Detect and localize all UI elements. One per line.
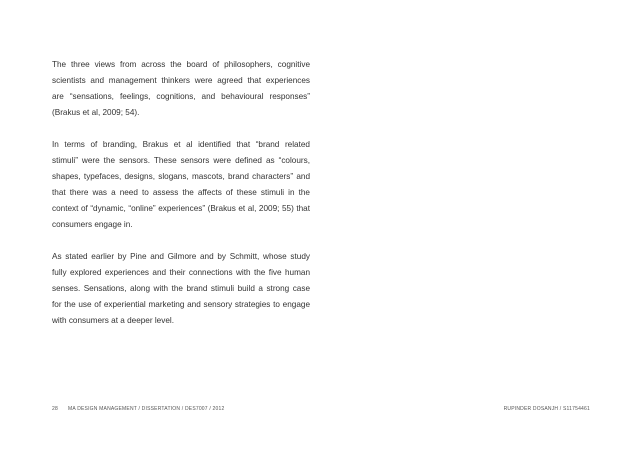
text-line: (Brakus et al, 2009; 54). xyxy=(52,108,140,117)
text-line: fully explored experiences and their connections with the five human xyxy=(52,268,310,277)
text-line: shapes, typefaces, designs, slogans, mascots, brand characters” and xyxy=(52,172,310,181)
text-line: for the use of experiential marketing and sensory strategies to engage xyxy=(52,300,310,309)
text-line: that there was a need to assess the affects of these stimuli in the xyxy=(52,188,310,197)
text-line: The three views from across the board of philosophers, cognitive xyxy=(52,60,310,69)
text-line: senses. Sensations, along with the brand stimuli build a strong case xyxy=(52,284,310,293)
paragraph-branding-stimuli xyxy=(52,137,310,233)
text-line: scientists and management thinkers were agreed that experiences xyxy=(52,76,310,85)
text-line: As stated earlier by Pine and Gilmore and by Schmitt, whose study xyxy=(52,252,310,261)
paragraph-sensory-strategies xyxy=(52,249,310,329)
body-text xyxy=(52,57,310,345)
text-line: consumers engage in. xyxy=(52,220,133,229)
text-line: with consumers at a deeper level. xyxy=(52,316,174,325)
text-line: context of “dynamic, “online” experiences” (Brakus et al, 2009; 55) that xyxy=(52,204,310,213)
page-footer xyxy=(52,406,590,418)
footer-course-info: MA DESIGN MANAGEMENT / DISSERTATION / DES7007 / 2012 xyxy=(68,406,225,412)
paragraph-experiences-definition xyxy=(52,57,310,121)
page-number: 28 xyxy=(52,406,58,412)
text-line: In terms of branding, Brakus et al identified that “brand related xyxy=(52,140,310,149)
text-line: stimuli” were the sensors. These sensors were defined as “colours, xyxy=(52,156,310,165)
footer-author: RUPINDER DOSANJH / S11754461 xyxy=(503,406,590,412)
text-line: are “sensations, feelings, cognitions, and behavioural responses” xyxy=(52,92,310,101)
